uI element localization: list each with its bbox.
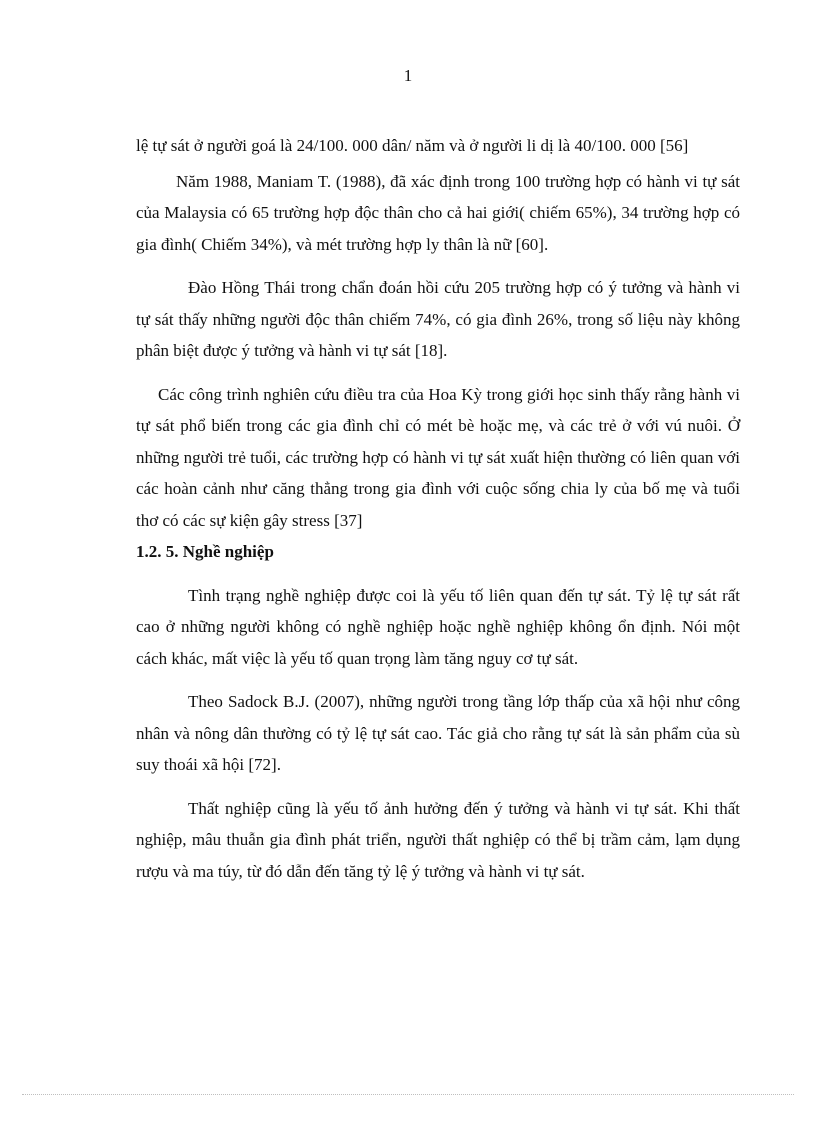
paragraph-dao-hong-thai: Đào Hồng Thái trong chẩn đoán hồi cứu 205 trường hợp có ý tưởng và hành vi tự sát thấy những người độc thân chiếm 74%, có gia đình 26%, trong số liệu này không phân biệt được ý tưởng và hành vi tự sát [18]. (136, 278, 740, 360)
paragraph-occupation-intro: Tình trạng nghề nghiệp được coi là yếu tố liên quan đến tự sát. Tỷ lệ tự sát rất cao ở những người không có nghề nghiệp hoặc nghề nghiệp không ổn định. Nói một cách khác, mất việc là yếu tố quan trọng làm tăng nguy cơ tự sát. (136, 585, 740, 668)
paragraph-maniam: Năm 1988, Maniam T. (1988), đã xác định trong 100 trường hợp có hành vi tự sát của Malaysia có 65 trường hợp độc thân cho cả hai giới( chiếm 65%), 34 trường hợp có gia đình( Chiếm 34%), và mét trường hợp ly thân là nữ [60]. (136, 171, 740, 254)
paragraph-hoa-ky: Các công trình nghiên cứu điều tra của Hoa Kỳ trong giới học sinh thấy rằng hành vi tự sát phổ biến trong các gia đình chỉ có mét bè hoặc mẹ, và các trẻ ở với vú nuôi. Ở những người trẻ tuổi, các trường hợp có hành vi tự sát xuất hiện thường có liên quan với các hoàn cảnh như căng thẳng trong gia đình với cuộc sống chia ly của bố mẹ và tuổi thơ có các sự kiện gây stress [37] (136, 384, 740, 530)
paragraph-sadock: Theo Sadock B.J. (2007), những người trong tầng lớp thấp của xã hội như công nhân và nông dân thường có tỷ lệ tự sát cao. Tác giả cho rằng tự sát là sản phẩm của sù suy thoái xã hội [72]. (136, 692, 740, 774)
paragraph-continued: lệ tự sát ở người goá là 24/100. 000 dân/ năm và ở người li dị là 40/100. 000 [56] (136, 136, 689, 155)
paragraph-unemployment: Thất nghiệp cũng là yếu tố ảnh hưởng đến ý tưởng và hành vi tự sát. Khi thất nghiệp, mâu thuẫn gia đình phát triển, người thất nghiệp có thể bị trầm cảm, lạm dụng rượu và ma túy, từ đó dẫn đến tăng tỷ lệ ý tưởng và hành vi tự sát. (136, 798, 740, 881)
page-number: 1 (403, 66, 413, 85)
page-bottom-divider (22, 1094, 794, 1095)
document-body (136, 130, 740, 887)
section-heading: 1.2. 5. Nghề nghiệp (136, 542, 274, 561)
